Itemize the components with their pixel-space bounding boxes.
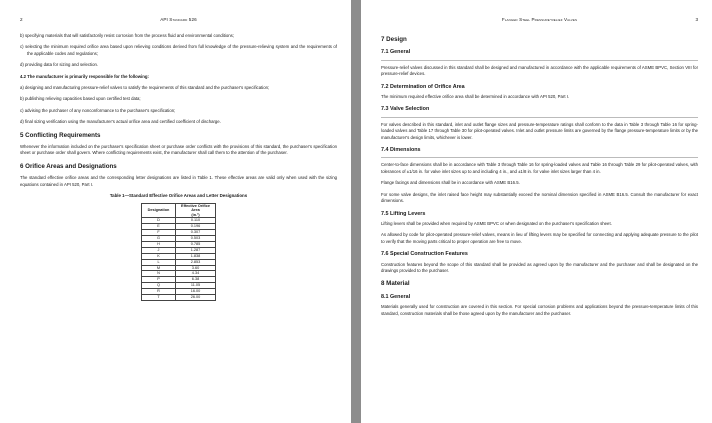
section-paragraph: As allowed by code for pilot-operated pressure-relief valves, means in lieu of lifting levers may be specified for connecting and applying adequate pressure to the pilot to verify that the moving parts critical to proper operation are free to move. [381,232,698,244]
header-title: API Standard 526 [160,17,197,22]
section-paragraph: Lifting levers shall be provided when required by ASME BPVC or when designated on the purchaser's specification sheet. [381,220,612,226]
area-cell: 0.307 [176,230,216,236]
area-cell: 16.00 [176,289,216,295]
page-gutter [351,0,361,423]
list-item: d) final sizing verification using the manufacturer's actual orifice area and certified coefficient of discharge. [20,119,221,125]
section-paragraph: The minimum required effective orifice area shall be determined in accordance with API 520, Part I. [381,94,570,100]
column-header-area-unit: (in.²) [191,212,200,217]
section-paragraph: Pressure-relief valves discussed in this standard shall be designed and manufactured in accordance with the applicable requirements of ASME BPVC, Section VIII for pressure-relief devices. [381,64,698,77]
area-cell: 26.00 [176,295,216,301]
page-number: 2 [20,17,23,22]
subsection-heading: 7.5 Lifting Levers [381,210,426,217]
list-item: b) publishing relieving capacities based upon certified test data; [20,96,141,102]
area-cell: 4.34 [176,271,216,277]
list-item: c) selecting the minimum required orifice area based upon relieving conditions derived from full knowledge of the pressure-relieving system and the requirements of the applicable codes and regulations; [20,44,337,56]
table-body [142,218,216,301]
section-paragraph: Center-to-face dimensions shall be in accordance with Table 3 through Table 16 for spring-loaded valves and Table 16 through Table 29 for pilot-operated valves, with tolerances of ±1/16 in. for valve inlet sizes up to and including 4 in., and ±1/8 in. for valve inlet sizes larger than 4 in. [381,162,698,174]
area-cell: 0.503 [176,236,216,242]
area-cell: 0.785 [176,241,216,247]
divider [381,117,698,118]
section-paragraph: For valves described in this standard, inlet and outlet flange sizes and pressure-temperature ratings shall conform to the data in Table 3 through Table 16 for spring-loaded valves and Table 17 through Table 30 for pilot-operated valves. Inlet and outlet pressure limits are governed by the flange pressure-temperature limits or by the manufacturer's design limits, whichever is lower. [381,121,698,140]
section-paragraph: For some valve designs, the inlet raised face height may substantially exceed the nominal dimension specified in ASME B16.5. Consult the manufacturer for exact dimensions. [381,191,698,204]
subsection-heading: 7.4 Dimensions [381,147,421,154]
designation-cell: F [142,230,176,236]
section-paragraph: The standard effective orifice areas and the corresponding letter designations are listed in Table 1. These effective areas are valid only when used with the sizing equations contained in API 520, Part I. [20,175,337,187]
table-header-row [142,203,216,218]
designation-cell: R [142,289,176,295]
page-header [20,17,337,25]
section-heading: 6 Orifice Areas and Designations [20,162,117,170]
page-number: 3 [695,17,698,22]
designation-cell: N [142,271,176,277]
area-cell: 11.05 [176,283,216,289]
left-page [0,0,351,423]
designation-cell: P [142,277,176,283]
list-item: a) designing and manufacturing pressure-relief valves to satisfy the requirements of this standard and the purchaser's specification; [20,85,270,91]
subsection-heading: 7.1 General [381,49,411,56]
area-cell: 2.853 [176,259,216,265]
subsection-heading: 7.2 Determination of Orifice Area [381,83,465,90]
area-cell: 1.287 [176,247,216,253]
area-cell: 0.196 [176,224,216,230]
section-paragraph: Construction features beyond the scope of this standard shall be provided as agreed upon by the manufacturer and the purchaser and shall be designated on the drawings provided to the purchaser. [381,261,698,273]
divider [381,157,698,158]
divider [381,60,698,61]
area-cell: 6.38 [176,277,216,283]
designation-cell: J [142,247,176,253]
header-title: Flanged Steel Pressure-relief Valves [501,17,578,22]
designation-cell: E [142,224,176,230]
section-paragraph: Materials generally used for construction are covered in this section. For special corrosion problems and applications beyond the pressure-temperature limits of this standard, construction materials shall be those agreed upon by the manufacturer and the purchaser. [381,304,698,316]
right-page [361,0,712,423]
designation-cell: L [142,259,176,265]
designation-cell: K [142,253,176,259]
column-header-area [176,203,216,218]
subsection-heading: 7.3 Valve Selection [381,106,430,113]
area-cell: 0.110 [176,218,216,224]
section-paragraph: Flange facings and dimensions shall be in accordance with ASME B16.5. [381,180,520,186]
subsection-heading: 7.6 Special Construction Features [381,251,468,258]
column-header-designation: Designation [142,203,176,218]
list-item: b) specifying materials that will satisfactorily resist corrosion from the process fluid and environmental conditions; [20,33,234,38]
column-header-area-label: Effective Orifice Area [181,203,210,213]
designation-cell: Q [142,283,176,289]
section-heading: 8 Material [381,280,410,288]
area-cell: 3.60 [176,265,216,271]
table-caption: Table 1—Standard Effective Orifice Areas and Letter Designations [109,193,248,199]
page-header [381,17,698,25]
section-heading: 7 Design [381,36,407,43]
left-page-content [20,33,337,301]
table-row [142,295,216,301]
designation-cell: M [142,265,176,271]
list-item: c) advising the purchaser of any nonconformance to the purchaser's specification; [20,107,176,113]
right-page-content [381,33,698,322]
designation-cell: D [142,218,176,224]
designation-cell: H [142,241,176,247]
area-cell: 1.838 [176,253,216,259]
subsection-heading: 8.1 General [381,293,411,300]
clause-4-2: 4.2 The manufacturer is primarily responsible for the following: [20,73,149,79]
section-heading: 5 Conflicting Requirements [20,131,101,139]
list-item: d) providing data for sizing and selection. [20,62,99,68]
section-paragraph: Whenever the information included on the purchaser's specification sheet or purchase order conflicts with the provisions of this standard, the purchaser's specification sheet or purchase order shall govern. Where conflicting requirements exist, the manufacturer shall call them to the attention of the purchaser. [20,144,337,156]
designation-cell: T [142,295,176,301]
orifice-area-table [141,203,216,301]
designation-cell: G [142,236,176,242]
